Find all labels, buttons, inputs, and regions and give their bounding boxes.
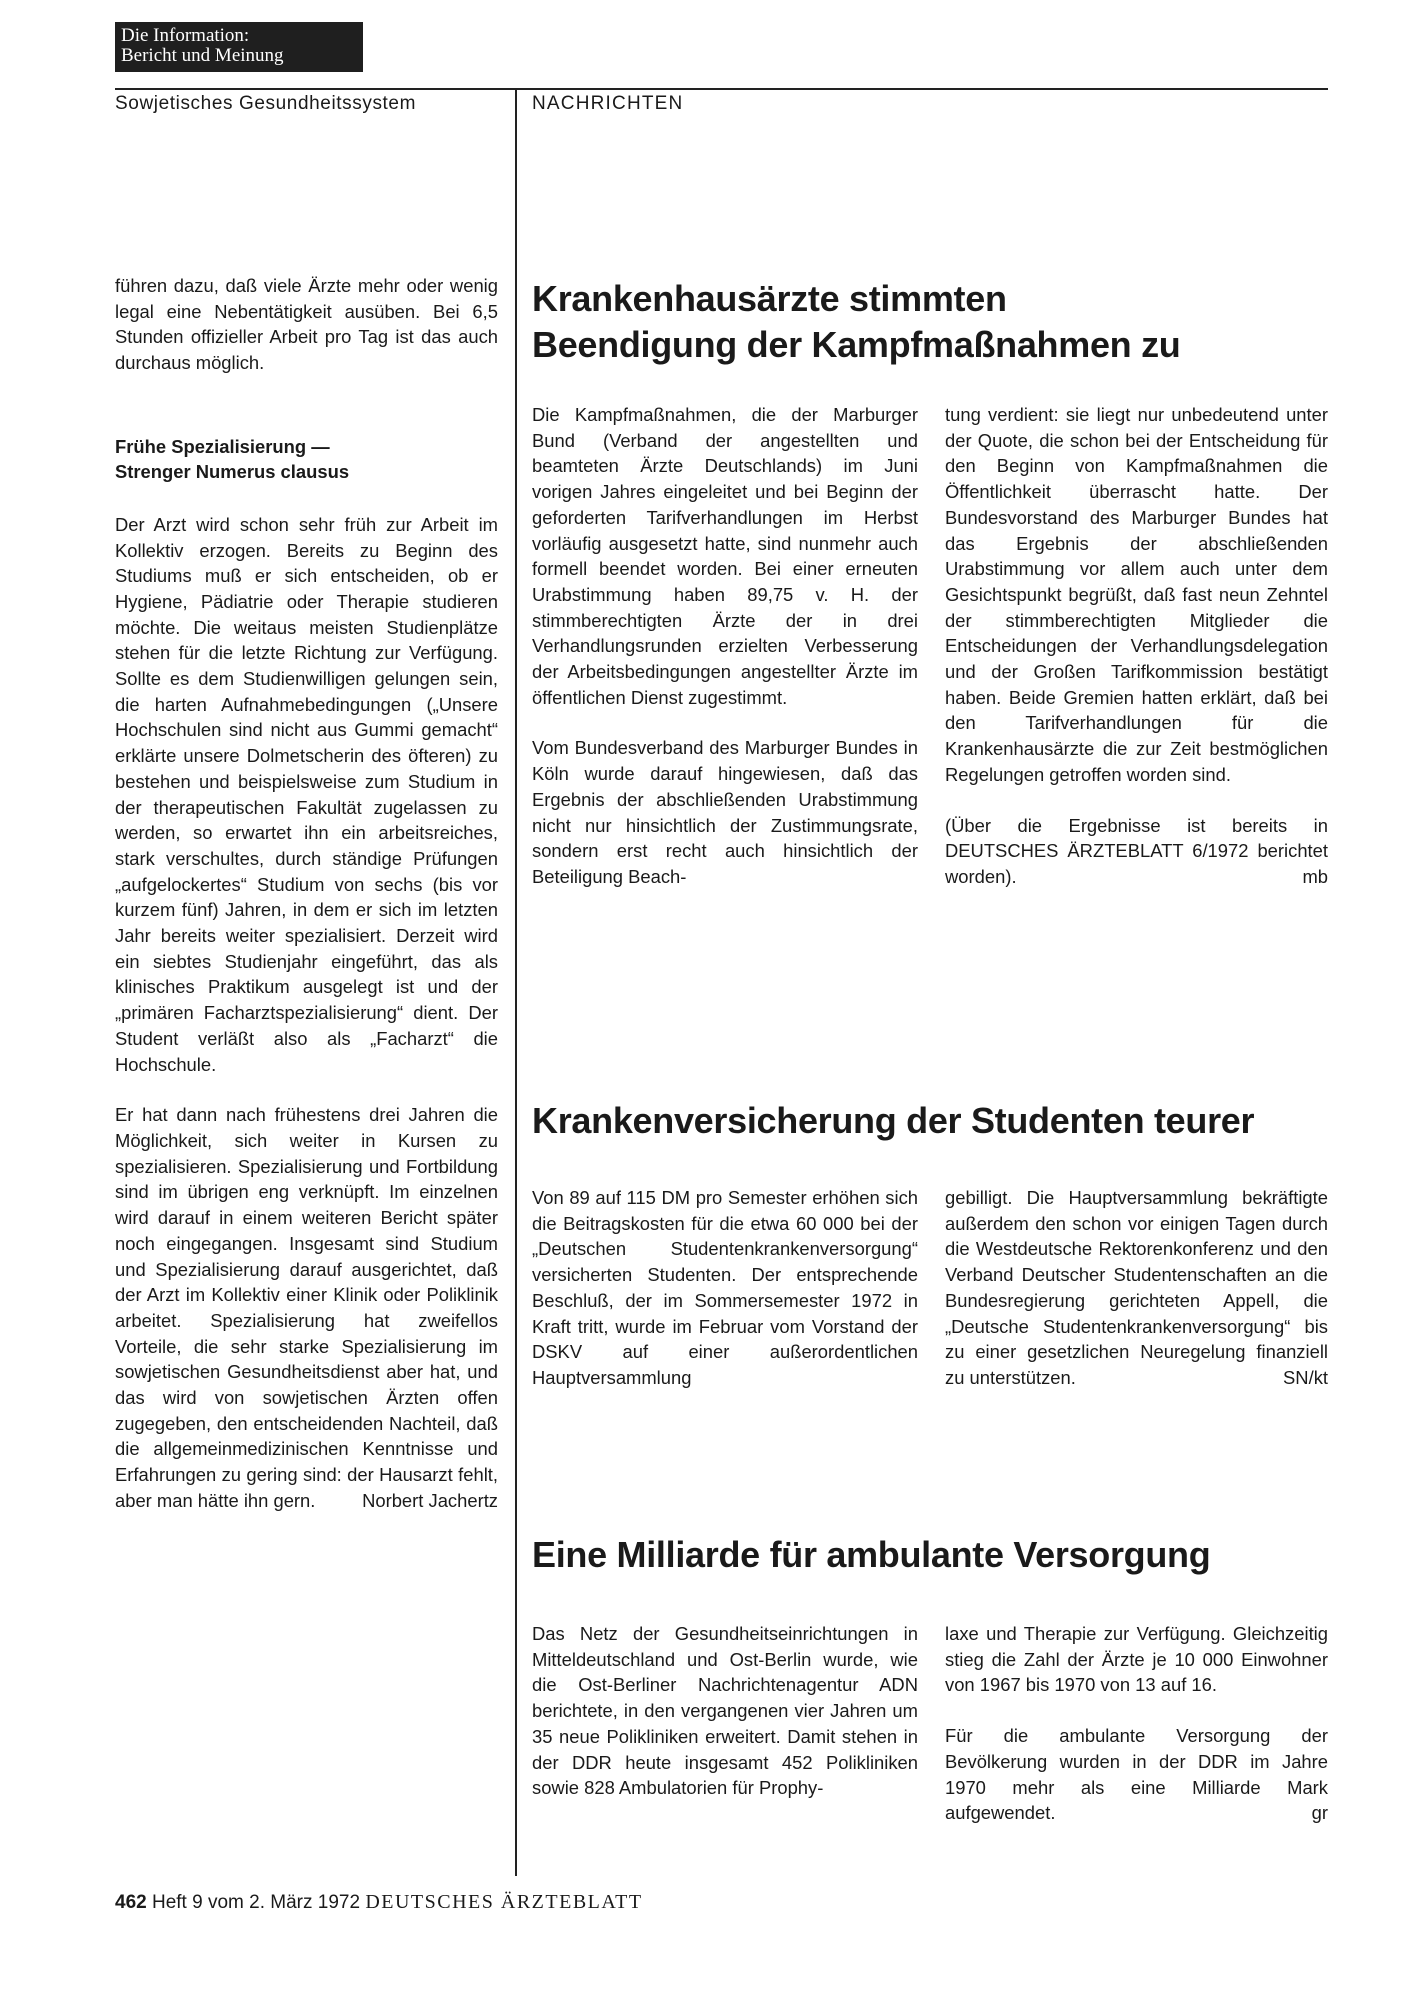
section-tag <box>115 22 363 72</box>
article2-col2-para <box>945 1185 1328 1391</box>
article2-col2-text: gebilligt. Die Hauptversammlung bekräftigte außerdem den schon vor einigen Tagen durch die Westdeutsche Rektorenkonferenz und den Verband Deutscher Studentenschaften an die Bundesregierung gerichteten Appell, die „Deutsche Studentenkrankenversorgung“ bis zu einer gesetzlichen Neuregelung finanziell zu unterstützen. <box>945 1187 1328 1388</box>
article2-headline: Krankenversicherung der Studenten teurer <box>532 1100 1255 1141</box>
article2-col1-text: Von 89 auf 115 DM pro Semester erhöhen sich die Beitragskosten für die etwa 60 000 bei der „Deutschen Studentenkrankenversorgung“ versicherten Studenten. Der entsprechende Beschluß, der im Sommersemester 1972 in Kraft tritt, wurde im Februar vom Vorstand der DSKV auf einer außerordentlichen Hauptversammlung <box>532 1187 918 1388</box>
article1-col1-para1: Die Kampfmaßnahmen, die der Marburger Bund (Verband der angestellten und beamteten Ärzte Deutschlands) im Juni vorigen Jahres eingeleitet und bei Beginn der geforderten Tarifverhandlungen im Herbst vorläufig ausgesetzt hatte, sind nunmehr auch formell beendet worden. Bei einer erneuten Urabstimmung haben 89,75 v. H. der stimmberechtigten Ärzte der in drei Verhandlungsrunden erzielten Verbesserung der Arbeitsbedingungen angestellter Ärzte im öffentlichen Dienst zugestimmt. <box>532 404 918 708</box>
section-tag-line2: Bericht und Meinung <box>121 45 284 66</box>
page-number: 462 <box>115 1892 147 1913</box>
running-head-left: Sowjetisches Gesundheitssystem <box>115 93 417 114</box>
article2-signature: SN/kt <box>1283 1366 1328 1388</box>
article3-col2-para2-text: Für die ambulante Versorgung der Bevölkerung wurden in der DDR im Jahre 1970 mehr als eine Milliarde Mark aufgewendet. <box>945 1725 1328 1824</box>
page-footer <box>115 1891 643 1914</box>
column-rule <box>515 88 517 1876</box>
magazine-name: DEUTSCHES ÄRZTEBLATT <box>365 1891 643 1913</box>
article2-col1 <box>532 1185 918 1391</box>
subheading <box>115 434 498 484</box>
article3-col1-text: Das Netz der Gesundheitseinrichtungen in Mitteldeutschland und Ost-Berlin wurde, wie die Ost-Berliner Nachrichtenagentur ADN berichtete, in den vergangenen vier Jahren um 35 neue Polikliniken erweitert. Damit stehen in der DDR heute insgesamt 452 Polikliniken sowie 828 Ambulatorien für Prophy- <box>532 1623 918 1799</box>
article3-col2-para1: laxe und Therapie zur Verfügung. Gleichzeitig stieg die Zahl der Ärzte je 10 000 Einwohner von 1967 bis 1970 von 13 auf 16. <box>945 1623 1328 1696</box>
article3-col2 <box>945 1621 1328 1826</box>
left-article <box>115 273 498 1514</box>
article1-signature: mb <box>1302 865 1328 887</box>
article1-col2 <box>945 402 1328 890</box>
running-head-right: NACHRICHTEN <box>532 93 684 114</box>
article3-col2-para2 <box>945 1723 1328 1826</box>
top-rule <box>115 88 1328 90</box>
article1-col2-para2 <box>945 813 1328 890</box>
left-para3-text: Er hat dann nach frühestens drei Jahren die Möglichkeit, sich weiter in Kursen zu spezialisieren. Spezialisierung und Fortbildung sind im übrigen eng verknüpft. Im einzelnen wird darauf in einem weiteren Bericht später noch eingegangen. Insgesamt sind Studium und Spezialisierung darauf ausgerichtet, daß der Arzt im Kollektiv einer Klinik oder Poliklinik arbeitet. Spezialisierung hat zweifellos Vorteile, die sehr starke Spezialisierung im sowjetischen Gesundheitsdienst aber hat, und das wird von sowjetischen Ärzten offen zugegeben, den entscheidenden Nachteil, daß die allgemeinmedizinischen Kenntnisse und Erfahrungen zu gering sind: der Hausarzt fehlt, aber man hätte ihn gern. <box>115 1104 498 1511</box>
left-para1: führen dazu, daß viele Ärzte mehr oder wenig legal eine Nebentätigkeit ausüben. Bei 6,5 Stunden offizieller Arbeit pro Tag ist das auch durchaus möglich. <box>115 275 498 374</box>
article2-col2 <box>945 1185 1328 1391</box>
author-signature: Norbert Jachertz <box>362 1489 498 1511</box>
article1-col1 <box>532 402 918 890</box>
section-tag-line1: Die Information: <box>121 25 250 46</box>
article1-col2-para1: tung verdient: sie liegt nur unbedeutend unter der Quote, die schon bei der Entscheidung für den Beginn von Kampfmaßnahmen die Öffentlichkeit überrascht hatte. Der Bundesvorstand des Marburger Bundes hat das Ergebnis der abschließenden Urabstimmung vor allem auch unter dem Gesichtspunkt begrüßt, daß fast neun Zehntel der stimmberechtigten Mitglieder die Entscheidungen der Verhandlungsdelegation und der Großen Tarifkommission bestätigt haben. Beide Gremien hatten erklärt, daß bei den Tarifverhandlungen für die Krankenhausärzte die zur Zeit bestmöglichen Regelungen getroffen worden sind. <box>945 404 1328 785</box>
article1-headline <box>532 276 1180 368</box>
article1-headline-line1: Krankenhausärzte stimmten <box>532 278 1007 319</box>
article1-col2-para2-text: (Über die Ergebnisse ist bereits in DEUTSCHES ÄRZTEBLATT 6/1972 berichtet worden). <box>945 814 1328 887</box>
article3-signature: gr <box>1311 1802 1328 1824</box>
article3-headline: Eine Milliarde für ambulante Versorgung <box>532 1534 1211 1575</box>
subheading-line1: Frühe Spezialisierung — <box>115 435 330 457</box>
article1-headline-line2: Beendigung der Kampfmaßnahmen zu <box>532 324 1181 365</box>
article3-col1 <box>532 1621 918 1801</box>
article1-col1-para2: Vom Bundesverband des Marburger Bundes in Köln wurde darauf hingewiesen, daß das Ergebnis der abschließenden Urabstimmung nicht nur hinsichtlich der Zustimmungsrate, sondern erst recht auch hinsichtlich der Beteiligung Beach- <box>532 737 918 887</box>
issue-info: Heft 9 vom 2. März 1972 <box>151 1892 361 1913</box>
left-para3 <box>115 1102 498 1513</box>
left-para2: Der Arzt wird schon sehr früh zur Arbeit im Kollektiv erzogen. Bereits zu Beginn des Studiums muß er sich entscheiden, ob er Hygiene, Pädiatrie oder Therapie studieren möchte. Die weitaus meisten Studienplätze stehen für die letzte Richtung zur Verfügung. Sollte es dem Studienwilligen gelungen sein, die harten Aufnahmebedingungen („Unsere Hochschulen sind nicht aus Gummi gemacht“ erklärte unsere Dolmetscherin des öfteren) zu bestehen und beispielsweise zum Studium in der therapeutischen Fakultät zugelassen zu werden, so erwartet ihn ein arbeitsreiches, stark verschultes, durch ständige Prüfungen „aufgelockertes“ Studium von sechs (bis vor kurzem fünf) Jahren, in dem er sich im letzten Jahr bereits weiter spezialisiert. Derzeit wird ein siebtes Studienjahr eingeführt, das als klinisches Praktikum ausgelegt ist und der „primären Facharztspezialisierung“ dient. Der Student verläßt also als „Facharzt“ die Hochschule. <box>115 513 498 1075</box>
subheading-line2: Strenger Numerus clausus <box>115 460 350 482</box>
